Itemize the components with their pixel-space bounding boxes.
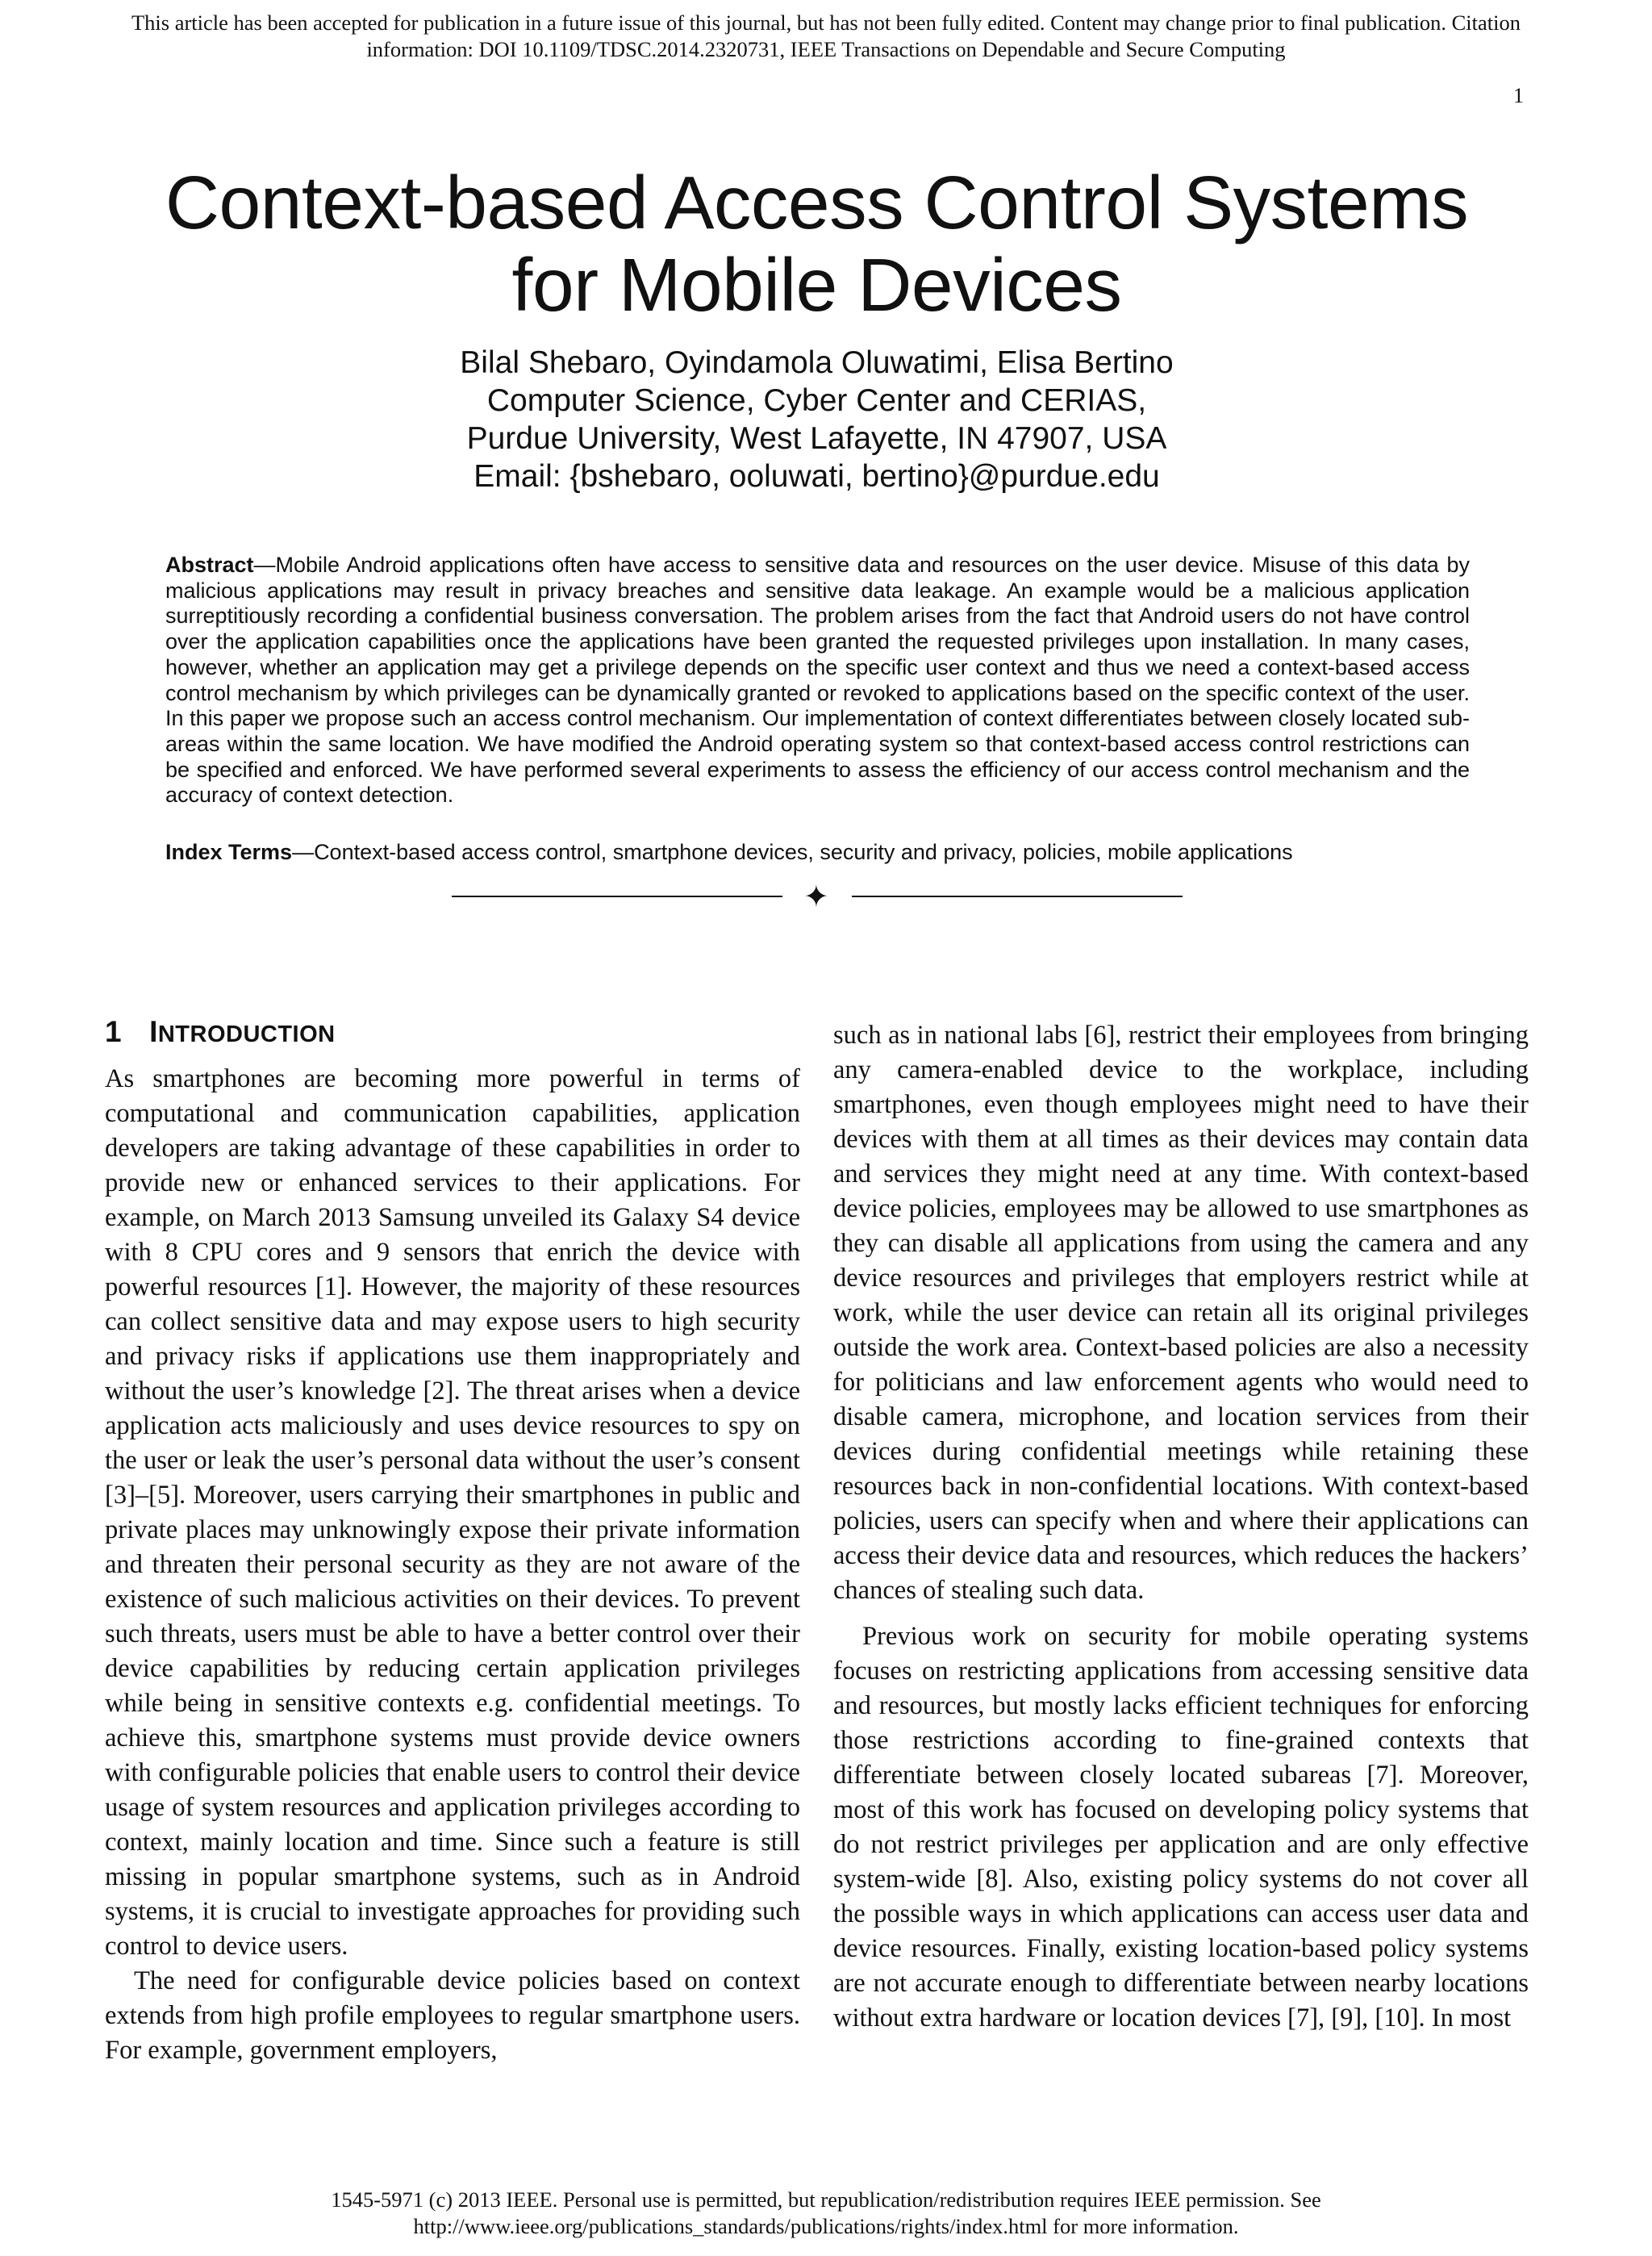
separator-rule-left bbox=[452, 896, 782, 897]
copyright-footer bbox=[0, 2187, 1652, 2240]
paragraph: As smartphones are becoming more powerful in terms of computational and communication capabilities, application developers are taking advantage of these capabilities in order to provide new or enhanced services to their applications. For example, on March 2013 Samsung unveiled its Galaxy S4 device with 8 CPU cores and 9 sensors that enrich the device with powerful resources [1]. However, the majority of these resources can collect sensitive data and may expose users to high security and privacy risks if applications use them inappropriately and without the user’s knowledge [2]. The threat arises when a device application acts maliciously and uses device resources to spy on the user or leak the user’s personal data without the user’s consent [3]–[5]. Moreover, users carrying their smartphones in public and private places may unknowingly expose their private information and threaten their personal security as they are not aware of the existence of such malicious activities on their devices. To prevent such threats, users must be able to have a better control over their device capabilities by reducing certain application privileges while being in sensitive contexts e.g. confidential meetings. To achieve this, smartphone systems must provide device owners with configurable policies that enable users to control their device usage of system resources and application privileges according to context, mainly location and time. Since such a feature is still missing in popular smartphone systems, such as in Android systems, it is crucial to investigate approaches for providing such control to device users. bbox=[105, 1064, 800, 1961]
paper-title-line2: for Mobile Devices bbox=[511, 243, 1122, 327]
author-email: Email: {bshebaro, ooluwati, bertino}@purdue.edu bbox=[473, 459, 1160, 494]
paragraph: such as in national labs [6], restrict their employees from bringing any camera-enabled device to the workplace, including smartphones, even though employees might need to have their devices with them at all times as their devices may contain data and services they might need at any time. With context-based device policies, employees may be allowed to use smartphones as they can disable all applications from using the camera and any device resources and privileges that employers restrict while at work, while the user device can retain all its original privileges outside the work area. Context-based policies are also a necessity for politicians and law enforcement agents who would need to disable camera, microphone, and location services from their devices during confidential meetings while retaining these resources back in non-confidential locations. With context-based policies, users can specify when and where their applications can access their device data and resources, which reduces the hackers’ chances of stealing such data. bbox=[833, 1021, 1529, 1605]
copyright-line2: http://www.ieee.org/publications_standards/publications/rights/index.html for more information. bbox=[413, 2214, 1239, 2238]
paper-title-line1: Context-based Access Control Systems bbox=[165, 161, 1469, 244]
section-title-initial: I bbox=[149, 1015, 158, 1048]
abstract-label: Abstract bbox=[165, 553, 254, 577]
copyright-line1: 1545-5971 (c) 2013 IEEE. Personal use is permitted, but republication/redistribution requires IEEE permission. See bbox=[331, 2187, 1321, 2212]
index-terms-label: Index Terms bbox=[165, 840, 293, 864]
section-title-rest: NTRODUCTION bbox=[157, 1021, 336, 1047]
section-heading bbox=[105, 1015, 336, 1049]
author-affiliation-2: Purdue University, West Lafayette, IN 47907, USA bbox=[466, 421, 1167, 456]
author-affiliation-1: Computer Science, Cyber Center and CERIAS, bbox=[486, 383, 1147, 418]
paper-title bbox=[0, 161, 1633, 326]
paragraph: The need for configurable device policies based on context extends from high profile employees to regular smartphone users. For example, government employers, bbox=[105, 1966, 800, 2065]
separator-diamond-icon: ✦ bbox=[803, 880, 829, 914]
publication-notice-line2: information: DOI 10.1109/TDSC.2014.2320731, IEEE Transactions on Dependable and Secure Computing bbox=[366, 37, 1286, 61]
section-number: 1 bbox=[105, 1015, 123, 1048]
body-column-left bbox=[105, 1062, 800, 2068]
separator-rule-right bbox=[852, 896, 1183, 897]
author-names: Bilal Shebaro, Oyindamola Oluwatimi, Elisa Bertino bbox=[460, 345, 1174, 380]
paragraph: Previous work on security for mobile operating systems focuses on restricting applications from accessing sensitive data and resources, but mostly lacks efficient techniques for enforcing those restrictions according to fine-grained contexts that differentiate between closely located subareas [7]. Moreover, most of this work has focused on developing policy systems that do not restrict privileges per application and are only effective system-wide [8]. Also, existing policy systems do not cover all the possible ways in which applications can access user data and device resources. Finally, existing location-based policy systems are not accurate enough to differentiate between nearby locations without extra hardware or location devices [7], [9], [10]. In most bbox=[833, 1622, 1529, 2032]
abstract-text: —Mobile Android applications often have access to sensitive data and resources on the user device. Misuse of this data by malicious applications may result in privacy breaches and sensitive data leakage. An example would be a malicious application surreptitiously recording a confidential business conversation. The problem arises from the fact that Android users do not have control over the application capabilities once the applications have been granted the requested privileges upon installation. In many cases, however, whether an application may get a privilege depends on the specific user context and thus we need a context-based access control mechanism by which privileges can be dynamically granted or revoked to applications based on the specific context of the user. In this paper we propose such an access control mechanism. Our implementation of context differentiates between closely located sub-areas within the same location. We have modified the Android operating system so that context-based access control restrictions can be specified and enforced. We have performed several experiments to assess the efficiency of our access control mechanism and the accuracy of context detection. bbox=[165, 553, 1470, 808]
body-column-right bbox=[833, 1018, 1529, 2036]
publication-notice-line1: This article has been accepted for publication in a future issue of this journal, but has not been fully edited. Content may change prior to final publication. Citation bbox=[131, 10, 1521, 35]
page-number: 1 bbox=[1513, 84, 1524, 107]
publication-notice bbox=[0, 10, 1652, 63]
index-terms-text: —Context-based access control, smartphone devices, security and privacy, policies, mobile applications bbox=[292, 840, 1293, 864]
abstract bbox=[165, 553, 1470, 808]
author-block bbox=[0, 344, 1633, 495]
index-terms bbox=[165, 839, 1472, 865]
